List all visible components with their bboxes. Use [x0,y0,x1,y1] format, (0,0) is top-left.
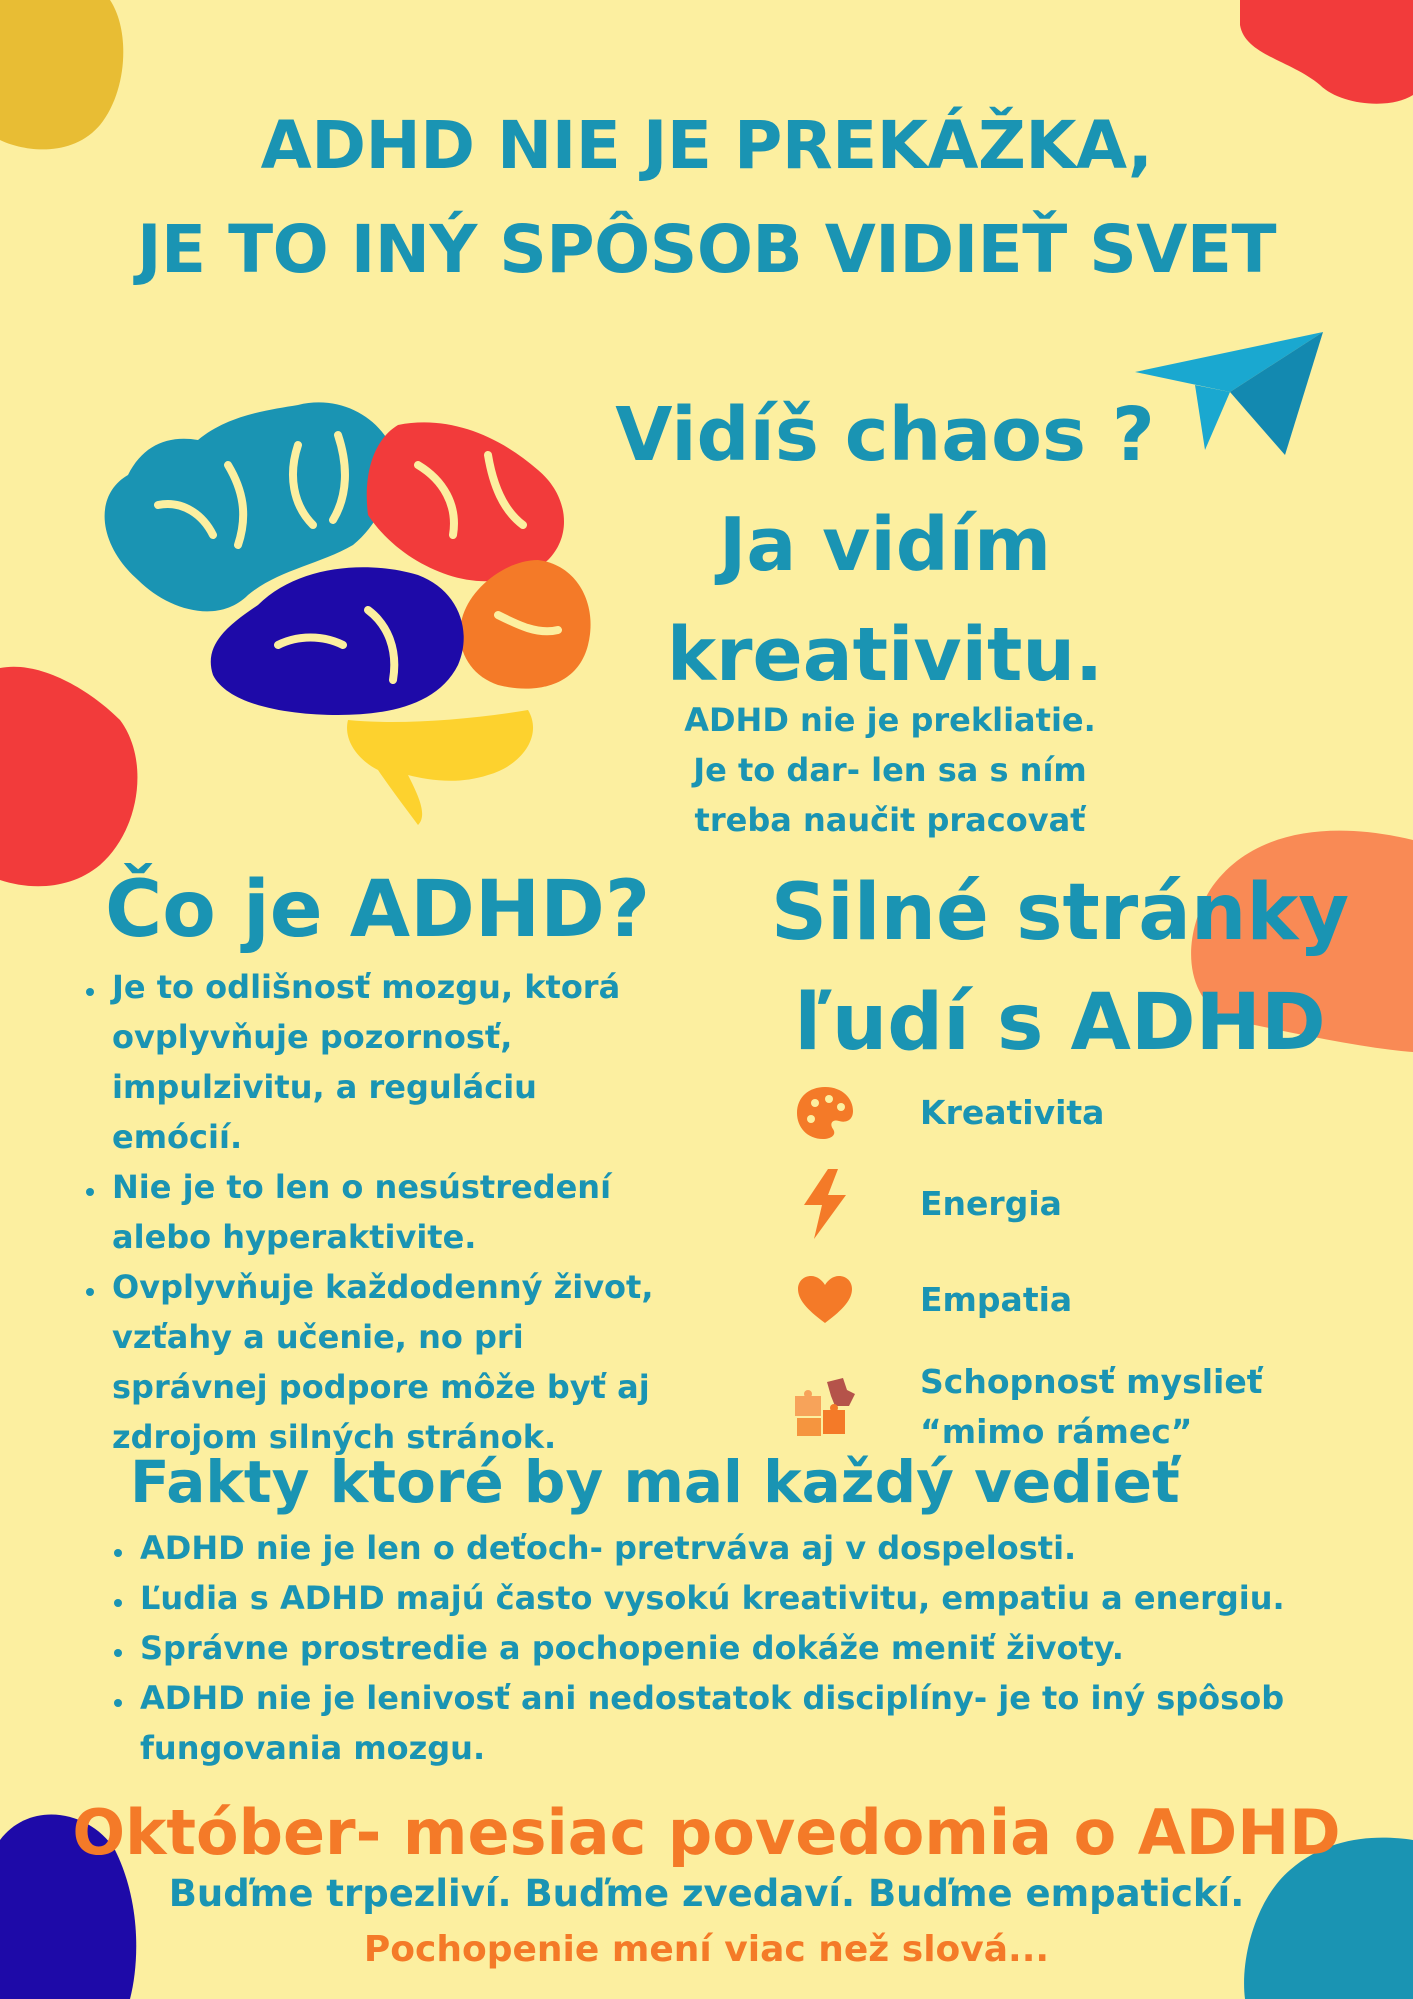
strength-label: Energia [920,1184,1062,1223]
strength-label: Schopnosť myslieť “mimo rámec” [920,1362,1263,1451]
list-item: Ovplyvňuje každodenný život, vzťahy a učenie, no pri správnej podpore môže byť aj zdrojom silných stránok. [112,1262,672,1462]
lightning-icon [790,1169,860,1239]
brain-icon [98,395,598,825]
footer-headline: Október- mesiac povedomia o ADHD [72,1796,1341,1869]
strength-item-empathy [790,1260,1350,1340]
strengths-heading [760,858,1360,1078]
title-line-1: ADHD NIE JE PREKÁŽKA, [260,107,1153,184]
hero-statement [600,380,1170,710]
page-title [0,94,1413,302]
strength-item-creativity [790,1073,1350,1153]
list-item: Je to odlišnosť mozgu, ktorá ovplyvňuje pozornosť, impulzivitu, a reguláciu emócií. [112,962,672,1162]
hero-sub-line-1: ADHD nie je prekliatie. [684,701,1096,739]
red-blob-top-right [1240,0,1413,104]
footer-tagline: Pochopenie mení viac než slová... [363,1929,1050,1970]
hero-subtext [640,695,1140,845]
list-item: Správne prostredie a pochopenie dokáže meniť životy. [140,1623,1340,1673]
heart-icon [790,1265,860,1335]
hero-sub-line-3: treba naučit pracovať [694,801,1086,839]
facts-list [140,1523,1340,1773]
what-list [112,962,672,1462]
strength-label: Kreativita [920,1093,1105,1132]
strength-item-energy [790,1164,1350,1244]
footer-motto: Buďme trpezliví. Buďme zvedaví. Buďme empatickí. [168,1872,1245,1915]
hero-line-1: Vidíš chaos ? [615,392,1155,478]
list-item: ADHD nie je lenivosť ani nedostatok disciplíny- je to iný spôsob fungovania mozgu. [140,1673,1340,1773]
hero-line-2: Ja vidím [718,502,1052,588]
strengths-heading-line-2: ľudí s ADHD [794,978,1326,1068]
title-line-2: JE TO INÝ SPÔSOB VIDIEŤ SVET [136,211,1276,288]
hero-sub-line-2: Je to dar- len sa s ním [693,751,1087,789]
list-item: Nie je to len o nesústredení alebo hyperaktivite. [112,1162,672,1262]
list-item: ADHD nie je len o deťoch- pretrváva aj v dospelosti. [140,1523,1340,1573]
facts-heading: Fakty ktoré by mal každý vedieť [130,1448,1180,1516]
list-item: Ľudia s ADHD majú často vysokú kreativitu, empatiu a energiu. [140,1573,1340,1623]
strengths-heading-line-1: Silné stránky [770,868,1350,958]
what-heading: Čo je ADHD? [105,865,651,955]
hero-line-3: kreativitu. [666,612,1104,698]
strength-label: Empatia [920,1280,1073,1319]
palette-icon [790,1078,860,1148]
